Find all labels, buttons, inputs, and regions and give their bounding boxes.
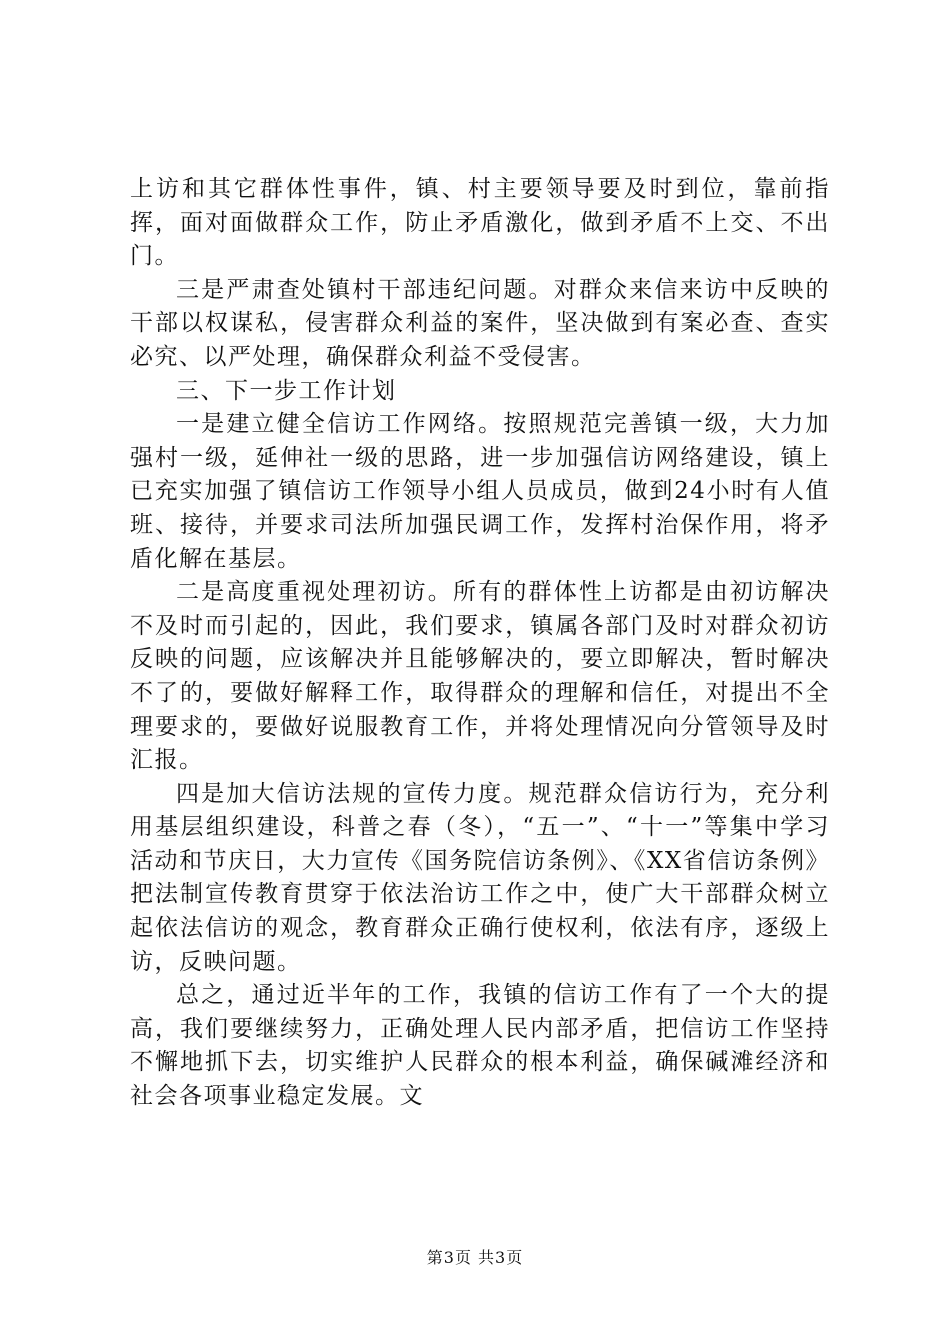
section-heading: 三、下一步工作计划 <box>176 377 397 404</box>
paragraph-item-three: 三是严肃查处镇村干部违纪问题。对群众来信来访中反映的干部以权谋私，侵害群众利益的案件，坚决做到有案必查、查实必究、以严处理，确保群众利益不受侵害。 <box>130 276 830 370</box>
paragraph-summary: 总之，通过近半年的工作，我镇的信访工作有了一个大的提高，我们要继续努力，正确处理人民内部矛盾，把信访工作坚持不懈地抓下去，切实维护人民群众的根本利益，确保碱滩经济和社会各项事业稳定发展。文 <box>130 982 830 1110</box>
document-body <box>130 173 830 1114</box>
paragraph-plan-two: 二是高度重视处理初访。所有的群体性上访都是由初访解决不及时而引起的，因此，我们要求，镇属各部门及时对群众初访反映的问题，应该解决并且能够解决的，要立即解决，暂时解决不了的，要做好解释工作，取得群众的理解和信任，对提出不全理要求的，要做好说服教育工作，并将处理情况向分管领导及时汇报。 <box>130 579 830 774</box>
paragraph-plan-four: 四是加大信访法规的宣传力度。规范群众信访行为，充分利用基层组织建设，科普之春（冬），“五一”、“十一”等集中学习活动和节庆日，大力宣传《国务院信访条例》、《XX省信访条例》把法制宣传教育贯穿于依法治访工作之中，使广大干部群众树立起依法信访的观念，教育群众正确行使权利，依法有序，逐级上访，反映问题。 <box>130 780 830 975</box>
page-number: 第3页 共3页 <box>426 1248 524 1267</box>
paragraph-plan-one: 一是建立健全信访工作网络。按照规范完善镇一级，大力加强村一级，延伸社一级的思路，进一步加强信访网络建设，镇上已充实加强了镇信访工作领导小组人员成员，做到24小时有人值班、接待，并要求司法所加强民调工作，发挥村治保作用，将矛盾化解在基层。 <box>130 411 830 572</box>
paragraph-continuation: 上访和其它群体性事件，镇、村主要领导要及时到位，靠前指挥，面对面做群众工作，防止矛盾激化，做到矛盾不上交、不出门。 <box>130 176 830 270</box>
